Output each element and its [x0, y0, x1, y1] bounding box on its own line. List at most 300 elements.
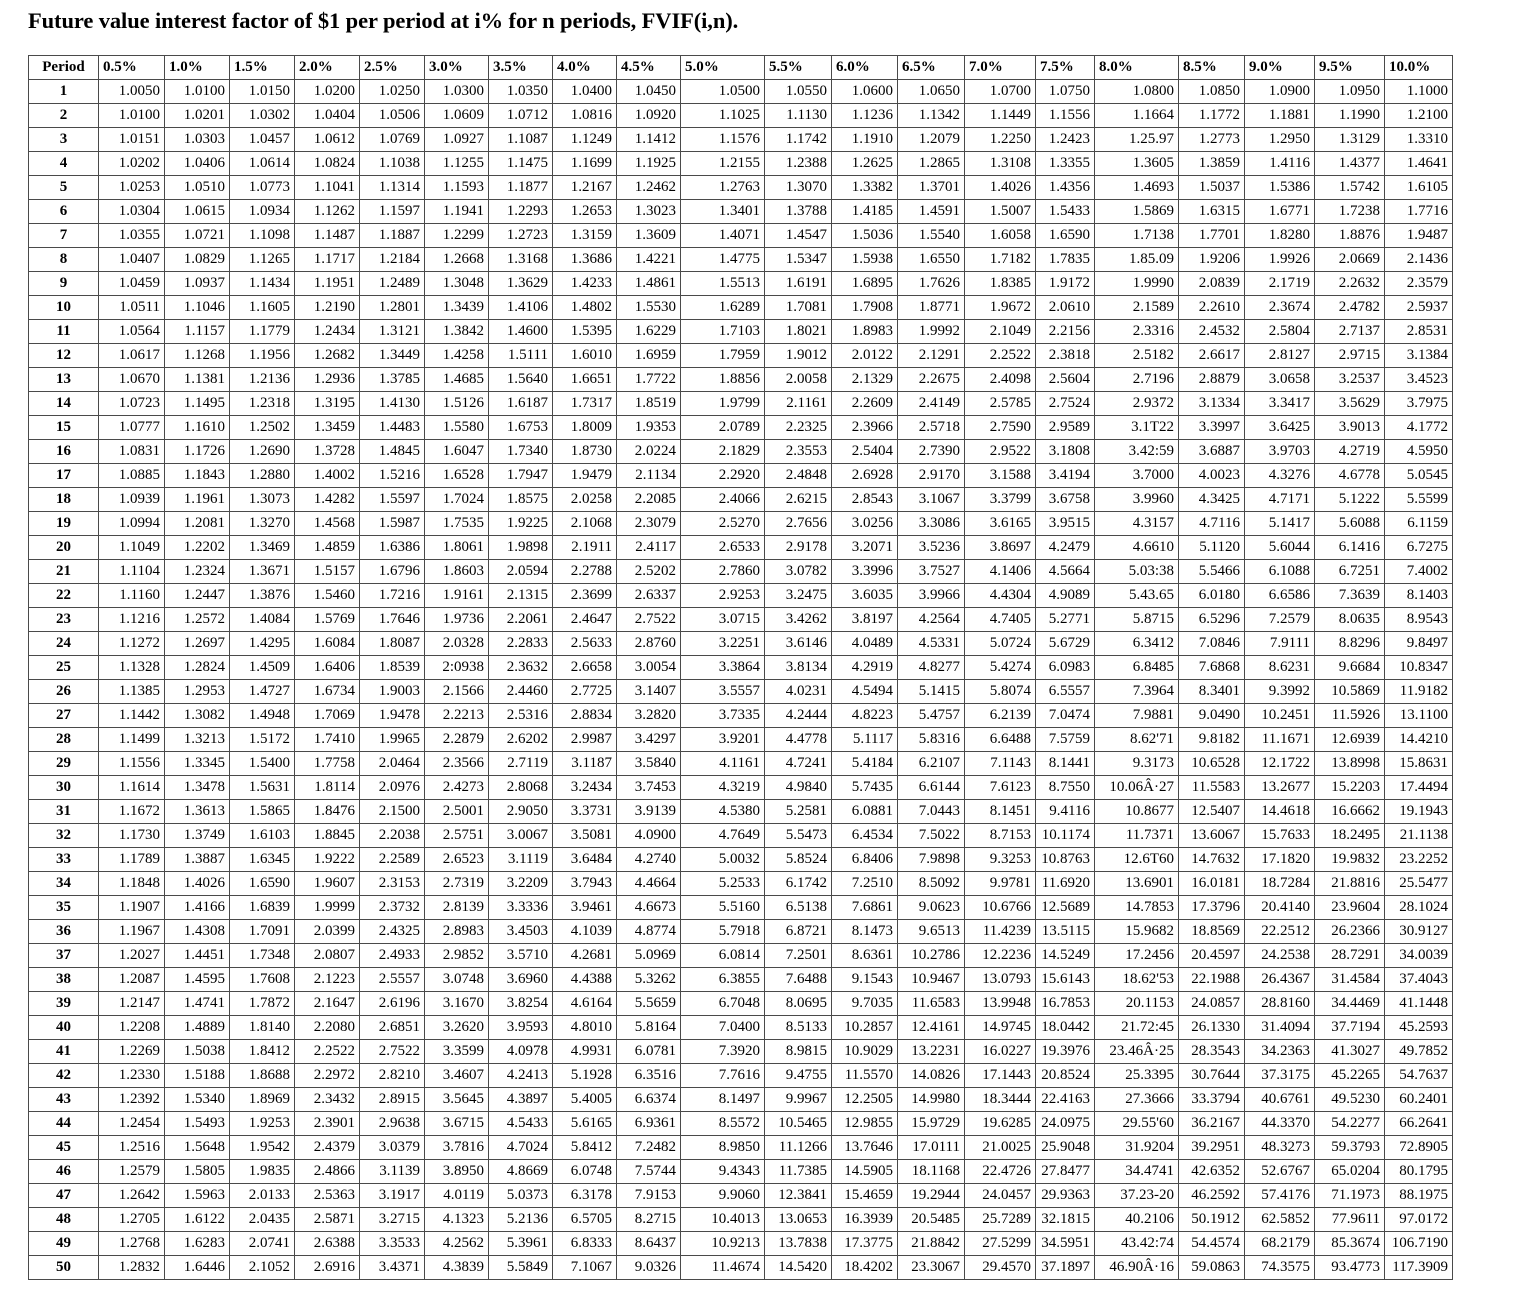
factor-cell: 7.0443	[898, 800, 965, 824]
factor-cell: 1.7608	[230, 968, 295, 992]
factor-cell: 1.4509	[230, 656, 295, 680]
factor-cell: 3.7453	[617, 776, 681, 800]
factor-cell: 4.9931	[553, 1040, 617, 1064]
factor-cell: 1.8539	[360, 656, 425, 680]
factor-cell: 1.2668	[425, 248, 489, 272]
factor-cell: 2.3818	[1036, 344, 1095, 368]
factor-cell: 2.1049	[965, 320, 1036, 344]
factor-cell: 1.7908	[832, 296, 898, 320]
factor-cell: 1.1941	[425, 200, 489, 224]
factor-cell: 1.4071	[681, 224, 765, 248]
period-cell: 27	[29, 704, 99, 728]
factor-cell: 2.7196	[1095, 368, 1179, 392]
factor-cell: 1.7701	[1179, 224, 1245, 248]
factor-cell: 3.1119	[489, 848, 553, 872]
factor-cell: 1.5540	[898, 224, 965, 248]
factor-cell: 1.6058	[965, 224, 1036, 248]
header-row	[29, 56, 1453, 80]
factor-cell: 52.6767	[1245, 1160, 1315, 1184]
factor-cell: 1.5865	[230, 800, 295, 824]
factor-cell: 2.5751	[425, 824, 489, 848]
factor-cell: 2.7137	[1315, 320, 1385, 344]
period-cell: 39	[29, 992, 99, 1016]
factor-cell: 1.0506	[360, 104, 425, 128]
factor-cell: 1.0609	[425, 104, 489, 128]
factor-cell: 5.2581	[765, 800, 832, 824]
page-title: Future value interest factor of $1 per period at i% for n periods, FVIF(i,n).	[28, 8, 739, 33]
factor-cell: 1.2682	[295, 344, 360, 368]
factor-cell: 28.1024	[1385, 896, 1453, 920]
factor-cell: 17.3775	[832, 1232, 898, 1256]
factor-cell: 1.0302	[230, 104, 295, 128]
factor-cell: 2.9253	[681, 584, 765, 608]
factor-cell: 4.7405	[965, 608, 1036, 632]
factor-cell: 45.2265	[1315, 1064, 1385, 1088]
factor-cell: 29.55'60	[1095, 1112, 1179, 1136]
factor-cell: 1.4641	[1385, 152, 1453, 176]
factor-cell: 5.6165	[553, 1112, 617, 1136]
period-cell: 37	[29, 944, 99, 968]
factor-cell: 2.2522	[965, 344, 1036, 368]
factor-cell: 3.1187	[553, 752, 617, 776]
factor-cell: 3.6960	[489, 968, 553, 992]
factor-cell: 1.0777	[99, 416, 165, 440]
factor-cell: 1.1726	[165, 440, 230, 464]
factor-cell: 2.1911	[553, 536, 617, 560]
factor-cell: 2.6533	[681, 536, 765, 560]
factor-cell: 6.6144	[898, 776, 965, 800]
factor-cell: 1.8114	[295, 776, 360, 800]
period-cell: 35	[29, 896, 99, 920]
factor-cell: 1.8385	[965, 272, 1036, 296]
factor-cell: 26.2366	[1315, 920, 1385, 944]
factor-cell: 5.2771	[1036, 608, 1095, 632]
factor-cell: 5.8316	[898, 728, 965, 752]
factor-cell: 7.3920	[681, 1040, 765, 1064]
factor-cell: 3.3997	[1179, 416, 1245, 440]
table-row	[29, 464, 1453, 488]
factor-cell: 1.4741	[165, 992, 230, 1016]
factor-cell: 3.6035	[832, 584, 898, 608]
factor-cell: 12.6T60	[1095, 848, 1179, 872]
factor-cell: 1.1412	[617, 128, 681, 152]
factor-cell: 2.9050	[489, 800, 553, 824]
factor-cell: 1.3842	[425, 320, 489, 344]
factor-cell: 1.2801	[360, 296, 425, 320]
factor-cell: 2.0435	[230, 1208, 295, 1232]
factor-cell: 6.7251	[1315, 560, 1385, 584]
table-row	[29, 1016, 1453, 1040]
factor-cell: 33.3794	[1179, 1088, 1245, 1112]
factor-cell: 1.1556	[99, 752, 165, 776]
factor-cell: 1.7091	[230, 920, 295, 944]
factor-cell: 13.1100	[1385, 704, 1453, 728]
factor-cell: 1.1887	[360, 224, 425, 248]
factor-cell: 3.5557	[681, 680, 765, 704]
factor-cell: 1.0500	[681, 80, 765, 104]
factor-cell: 2.7522	[617, 608, 681, 632]
factor-cell: 2.0122	[832, 344, 898, 368]
factor-cell: 42.6352	[1179, 1160, 1245, 1184]
factor-cell: 1.5126	[425, 392, 489, 416]
factor-cell: 1.1730	[99, 824, 165, 848]
period-cell: 15	[29, 416, 99, 440]
factor-cell: 11.7371	[1095, 824, 1179, 848]
factor-cell: 1.4221	[617, 248, 681, 272]
period-cell: 42	[29, 1064, 99, 1088]
factor-cell: 2.2972	[295, 1064, 360, 1088]
factor-cell: 1.0885	[99, 464, 165, 488]
factor-cell: 8.6231	[1245, 656, 1315, 680]
factor-cell: 1.1990	[1315, 104, 1385, 128]
factor-cell: 1.3048	[425, 272, 489, 296]
factor-cell: 31.9204	[1095, 1136, 1179, 1160]
factor-cell: 6.2107	[898, 752, 965, 776]
factor-cell: 54.2277	[1315, 1112, 1385, 1136]
factor-cell: 9.1543	[832, 968, 898, 992]
factor-cell: 2.2788	[553, 560, 617, 584]
factor-cell: 7.6868	[1179, 656, 1245, 680]
factor-cell: 2.2213	[425, 704, 489, 728]
factor-cell: 1.2388	[765, 152, 832, 176]
factor-cell: 12.2236	[965, 944, 1036, 968]
factor-cell: 6.0748	[553, 1160, 617, 1184]
factor-cell: 1.4356	[1036, 176, 1095, 200]
factor-cell: 2.4098	[965, 368, 1036, 392]
factor-cell: 1.2208	[99, 1016, 165, 1040]
factor-cell: 2.8139	[425, 896, 489, 920]
factor-cell: 1.9965	[360, 728, 425, 752]
factor-cell: 2.3079	[617, 512, 681, 536]
factor-cell: 1.5640	[489, 368, 553, 392]
factor-cell: 1.5805	[165, 1160, 230, 1184]
factor-cell: 31.4584	[1315, 968, 1385, 992]
factor-cell: 1.2768	[99, 1232, 165, 1256]
factor-cell: 10.5869	[1315, 680, 1385, 704]
factor-cell: 1.0900	[1245, 80, 1315, 104]
factor-cell: 54.7637	[1385, 1064, 1453, 1088]
factor-cell: 1.0151	[99, 128, 165, 152]
factor-cell: 27.5299	[965, 1232, 1036, 1256]
header-rate: 2.5%	[360, 56, 425, 80]
factor-cell: 2.5182	[1095, 344, 1179, 368]
factor-cell: 10.9467	[898, 968, 965, 992]
factor-cell: 11.1266	[765, 1136, 832, 1160]
factor-cell: 2.4460	[489, 680, 553, 704]
table-row	[29, 344, 1453, 368]
factor-cell: 26.1330	[1179, 1016, 1245, 1040]
factor-cell: 12.3841	[765, 1184, 832, 1208]
factor-cell: 1.1025	[681, 104, 765, 128]
factor-cell: 2.6337	[617, 584, 681, 608]
factor-cell: 2.1068	[553, 512, 617, 536]
factor-cell: 7.6861	[832, 896, 898, 920]
period-cell: 33	[29, 848, 99, 872]
factor-cell: 11.4239	[965, 920, 1036, 944]
factor-cell: 22.4163	[1036, 1088, 1095, 1112]
factor-cell: 3.5081	[553, 824, 617, 848]
factor-cell: 10.8677	[1095, 800, 1179, 824]
factor-cell: 1.7138	[1095, 224, 1179, 248]
factor-cell: 4.8774	[617, 920, 681, 944]
factor-cell: 4.8010	[553, 1016, 617, 1040]
factor-cell: 1.5513	[681, 272, 765, 296]
factor-cell: 34.4469	[1315, 992, 1385, 1016]
factor-cell: 1.7238	[1315, 200, 1385, 224]
factor-cell: 3.1067	[898, 488, 965, 512]
factor-cell: 8.7550	[1036, 776, 1095, 800]
factor-cell: 2.0839	[1179, 272, 1245, 296]
table-row	[29, 1232, 1453, 1256]
factor-cell: 7.7616	[681, 1064, 765, 1088]
factor-cell: 7.5759	[1036, 728, 1095, 752]
factor-cell: 2.1500	[360, 800, 425, 824]
period-cell: 28	[29, 728, 99, 752]
factor-cell: 17.1443	[965, 1064, 1036, 1088]
factor-cell: 3.4262	[765, 608, 832, 632]
factor-cell: 2.4866	[295, 1160, 360, 1184]
factor-cell: 2.2609	[832, 392, 898, 416]
factor-cell: 15.8631	[1385, 752, 1453, 776]
factor-cell: 2:0938	[425, 656, 489, 680]
factor-cell: 2.1566	[425, 680, 489, 704]
factor-cell: 9.0326	[617, 1256, 681, 1280]
factor-cell: 2.5202	[617, 560, 681, 584]
factor-cell: 1.7716	[1385, 200, 1453, 224]
table-row	[29, 488, 1453, 512]
table-row	[29, 848, 1453, 872]
factor-cell: 2.6851	[360, 1016, 425, 1040]
factor-cell: 2.9589	[1036, 416, 1095, 440]
period-cell: 45	[29, 1136, 99, 1160]
factor-cell: 7.3639	[1315, 584, 1385, 608]
factor-cell: 1.7182	[965, 248, 1036, 272]
factor-cell: 31.4094	[1245, 1016, 1315, 1040]
factor-cell: 1.4026	[965, 176, 1036, 200]
factor-cell: 1.0407	[99, 248, 165, 272]
factor-cell: 1.4185	[832, 200, 898, 224]
factor-cell: 2.6215	[765, 488, 832, 512]
factor-cell: 3.9593	[489, 1016, 553, 1040]
factor-cell: 40.2106	[1095, 1208, 1179, 1232]
factor-cell: 2.5404	[832, 440, 898, 464]
factor-cell: 2.0399	[295, 920, 360, 944]
factor-cell: 1.5460	[295, 584, 360, 608]
factor-cell: 2.1315	[489, 584, 553, 608]
factor-cell: 2.1161	[765, 392, 832, 416]
factor-cell: 2.9372	[1095, 392, 1179, 416]
factor-cell: 9.3992	[1245, 680, 1315, 704]
factor-cell: 1.0355	[99, 224, 165, 248]
factor-cell: 8.1473	[832, 920, 898, 944]
factor-cell: 4.2719	[1315, 440, 1385, 464]
factor-cell: 2.9170	[898, 464, 965, 488]
factor-cell: 3.1384	[1385, 344, 1453, 368]
factor-cell: 7.1143	[965, 752, 1036, 776]
factor-cell: 117.3909	[1385, 1256, 1453, 1280]
factor-cell: 2.5718	[898, 416, 965, 440]
period-cell: 48	[29, 1208, 99, 1232]
factor-cell: 1.9898	[489, 536, 553, 560]
factor-cell: 1.1877	[489, 176, 553, 200]
factor-cell: 4.9840	[765, 776, 832, 800]
factor-cell: 5.1117	[832, 728, 898, 752]
factor-cell: 1.4282	[295, 488, 360, 512]
factor-cell: 8.3401	[1179, 680, 1245, 704]
factor-cell: 8.9543	[1385, 608, 1453, 632]
factor-cell: 2.9522	[965, 440, 1036, 464]
factor-cell: 3.7816	[425, 1136, 489, 1160]
factor-cell: 3.2475	[765, 584, 832, 608]
period-cell: 43	[29, 1088, 99, 1112]
table-row	[29, 248, 1453, 272]
factor-cell: 1.3345	[165, 752, 230, 776]
factor-cell: 3.6425	[1245, 416, 1315, 440]
factor-cell: 2.0789	[681, 416, 765, 440]
factor-cell: 1.1262	[295, 200, 360, 224]
factor-cell: 9.0623	[898, 896, 965, 920]
factor-cell: 8.5092	[898, 872, 965, 896]
factor-cell: 1.6446	[165, 1256, 230, 1280]
factor-cell: 1.4595	[165, 968, 230, 992]
factor-cell: 60.2401	[1385, 1088, 1453, 1112]
factor-cell: 2.0258	[553, 488, 617, 512]
table-row	[29, 920, 1453, 944]
factor-cell: 3.4607	[425, 1064, 489, 1088]
factor-cell: 2.1134	[617, 464, 681, 488]
factor-cell: 1.2653	[553, 200, 617, 224]
period-cell: 20	[29, 536, 99, 560]
factor-cell: 2.7119	[489, 752, 553, 776]
factor-cell: 1.0615	[165, 200, 230, 224]
factor-cell: 22.4726	[965, 1160, 1036, 1184]
factor-cell: 4.3219	[681, 776, 765, 800]
factor-cell: 23.46Â·25	[1095, 1040, 1179, 1064]
factor-cell: 3.0782	[765, 560, 832, 584]
factor-cell: 1.5347	[765, 248, 832, 272]
factor-cell: 1.6010	[553, 344, 617, 368]
factor-cell: 1.5493	[165, 1112, 230, 1136]
factor-cell: 1.5631	[230, 776, 295, 800]
factor-cell: 2.0976	[360, 776, 425, 800]
factor-cell: 1.4377	[1315, 152, 1385, 176]
factor-cell: 7.9898	[898, 848, 965, 872]
factor-cell: 16.0227	[965, 1040, 1036, 1064]
factor-cell: 1.5216	[360, 464, 425, 488]
factor-cell: 1.6771	[1245, 200, 1315, 224]
factor-cell: 1.8730	[553, 440, 617, 464]
factor-cell: 21.72:45	[1095, 1016, 1179, 1040]
period-cell: 8	[29, 248, 99, 272]
factor-cell: 1.8476	[295, 800, 360, 824]
factor-cell: 1.1434	[230, 272, 295, 296]
factor-cell: 6.5557	[1036, 680, 1095, 704]
factor-cell: 2.2156	[1036, 320, 1095, 344]
factor-cell: 9.9781	[965, 872, 1036, 896]
factor-cell: 1.9926	[1245, 248, 1315, 272]
factor-cell: 17.2456	[1095, 944, 1179, 968]
factor-cell: 6.1159	[1385, 512, 1453, 536]
factor-cell: 1.0511	[99, 296, 165, 320]
factor-cell: 3.2209	[489, 872, 553, 896]
period-cell: 5	[29, 176, 99, 200]
factor-cell: 6.3178	[553, 1184, 617, 1208]
factor-cell: 1.3686	[553, 248, 617, 272]
factor-cell: 3.0748	[425, 968, 489, 992]
factor-cell: 1.1272	[99, 632, 165, 656]
factor-cell: 10.2857	[832, 1016, 898, 1040]
factor-cell: 1.0614	[230, 152, 295, 176]
factor-cell: 5.6044	[1245, 536, 1315, 560]
period-cell: 22	[29, 584, 99, 608]
factor-cell: 1.0404	[295, 104, 360, 128]
factor-cell: 1.3469	[230, 536, 295, 560]
factor-cell: 1.1664	[1095, 104, 1179, 128]
factor-cell: 23.9604	[1315, 896, 1385, 920]
factor-cell: 1.4116	[1245, 152, 1315, 176]
factor-cell: 20.4140	[1245, 896, 1315, 920]
factor-cell: 1.5963	[165, 1184, 230, 1208]
factor-cell: 2.2522	[295, 1040, 360, 1064]
factor-cell: 1.9161	[425, 584, 489, 608]
factor-cell: 28.3543	[1179, 1040, 1245, 1064]
factor-cell: 1.5938	[832, 248, 898, 272]
factor-cell: 10.1174	[1036, 824, 1095, 848]
factor-cell: 4.3425	[1179, 488, 1245, 512]
factor-cell: 1.9225	[489, 512, 553, 536]
factor-cell: 1.0200	[295, 80, 360, 104]
factor-cell: 5.8164	[617, 1016, 681, 1040]
factor-cell: 2.3732	[360, 896, 425, 920]
factor-cell: 2.5363	[295, 1184, 360, 1208]
factor-cell: 9.7035	[832, 992, 898, 1016]
factor-cell: 1.3310	[1385, 128, 1453, 152]
factor-cell: 6.3855	[681, 968, 765, 992]
factor-cell: 6.1416	[1315, 536, 1385, 560]
factor-cell: 1.8969	[230, 1088, 295, 1112]
factor-cell: 1.2880	[230, 464, 295, 488]
factor-cell: 2.5001	[425, 800, 489, 824]
factor-cell: 1.0201	[165, 104, 230, 128]
factor-cell: 27.3666	[1095, 1088, 1179, 1112]
factor-cell: 74.3575	[1245, 1256, 1315, 1280]
factor-cell: 6.8406	[832, 848, 898, 872]
factor-cell: 7.2501	[765, 944, 832, 968]
factor-cell: 2.3316	[1095, 320, 1179, 344]
factor-cell: 20.1153	[1095, 992, 1179, 1016]
factor-cell: 1.3401	[681, 200, 765, 224]
factor-cell: 1.1104	[99, 560, 165, 584]
factor-cell: 4.2413	[489, 1064, 553, 1088]
factor-cell: 2.1329	[832, 368, 898, 392]
factor-cell: 8.5572	[681, 1112, 765, 1136]
factor-cell: 59.3793	[1315, 1136, 1385, 1160]
factor-cell: 5.6729	[1036, 632, 1095, 656]
table-row	[29, 416, 1453, 440]
factor-cell: 2.8834	[553, 704, 617, 728]
header-rate: 5.5%	[765, 56, 832, 80]
factor-cell: 3.7000	[1095, 464, 1179, 488]
factor-cell: 4.7024	[489, 1136, 553, 1160]
factor-cell: 1.9672	[965, 296, 1036, 320]
header-rate: 8.0%	[1095, 56, 1179, 80]
factor-cell: 1.2953	[165, 680, 230, 704]
factor-cell: 1.1087	[489, 128, 553, 152]
factor-cell: 1.1717	[295, 248, 360, 272]
factor-cell: 4.3276	[1245, 464, 1315, 488]
factor-cell: 6.6586	[1245, 584, 1315, 608]
factor-cell: 1.9736	[425, 608, 489, 632]
